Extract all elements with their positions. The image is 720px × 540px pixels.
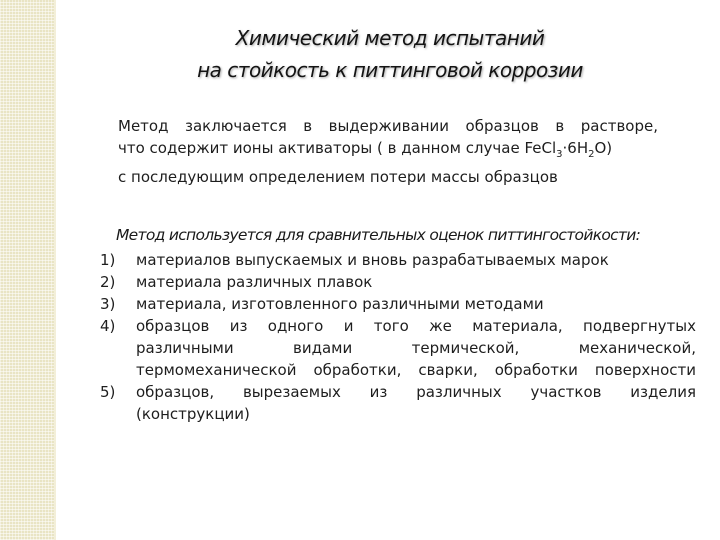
- intro-line-3: с последующим определением потери массы образцов: [118, 168, 558, 186]
- list-item-text: материалов выпускаемых и вновь разрабатываемых марок: [136, 251, 609, 269]
- usage-heading: Метод используется для сравнительных оценок питтингостойкости:: [116, 226, 641, 244]
- list-item: [100, 249, 696, 271]
- list-item-text: образцов, вырезаемых из различных участков изделия: [136, 383, 696, 401]
- list-item-text: (конструкции): [136, 405, 250, 423]
- title-line-1: Химический метод испытаний: [235, 26, 545, 50]
- list-item-number: 4): [100, 317, 116, 335]
- intro-paragraph: [118, 115, 658, 188]
- list-item-number: 1): [100, 251, 116, 269]
- formula-end: O): [594, 139, 613, 157]
- intro-line-2: [118, 137, 658, 166]
- usage-list: [100, 249, 696, 425]
- slide-title: [130, 22, 650, 86]
- list-item-text: материала, изготовленного различными методами: [136, 295, 544, 313]
- formula-middle: ·6H: [562, 139, 589, 157]
- list-item-text: материала различных плавок: [136, 273, 373, 291]
- list-item-number: 2): [100, 273, 116, 291]
- intro-line-2-text: что содержит ионы активаторы ( в данном случае FeCl: [118, 139, 557, 157]
- formula-subscript-3: 3: [556, 149, 563, 160]
- list-item-number: 5): [100, 383, 116, 401]
- decorative-side-band: [0, 0, 54, 540]
- intro-line-1: Метод заключается в выдерживании образцов в растворе,: [118, 117, 658, 135]
- formula-subscript-2: 2: [588, 149, 595, 160]
- list-item: [100, 271, 696, 293]
- list-item-text: различными видами термической, механической,: [136, 339, 696, 357]
- list-item: [100, 315, 696, 381]
- list-item-number: 3): [100, 295, 116, 313]
- list-item-text: термомеханической обработки, сварки, обработки поверхности: [136, 361, 696, 379]
- list-item-text: образцов из одного и того же материала, подвергнутых: [136, 317, 696, 335]
- list-item: [100, 293, 696, 315]
- title-line-2: на стойкость к питтинговой коррозии: [197, 58, 583, 82]
- list-item: [100, 381, 696, 425]
